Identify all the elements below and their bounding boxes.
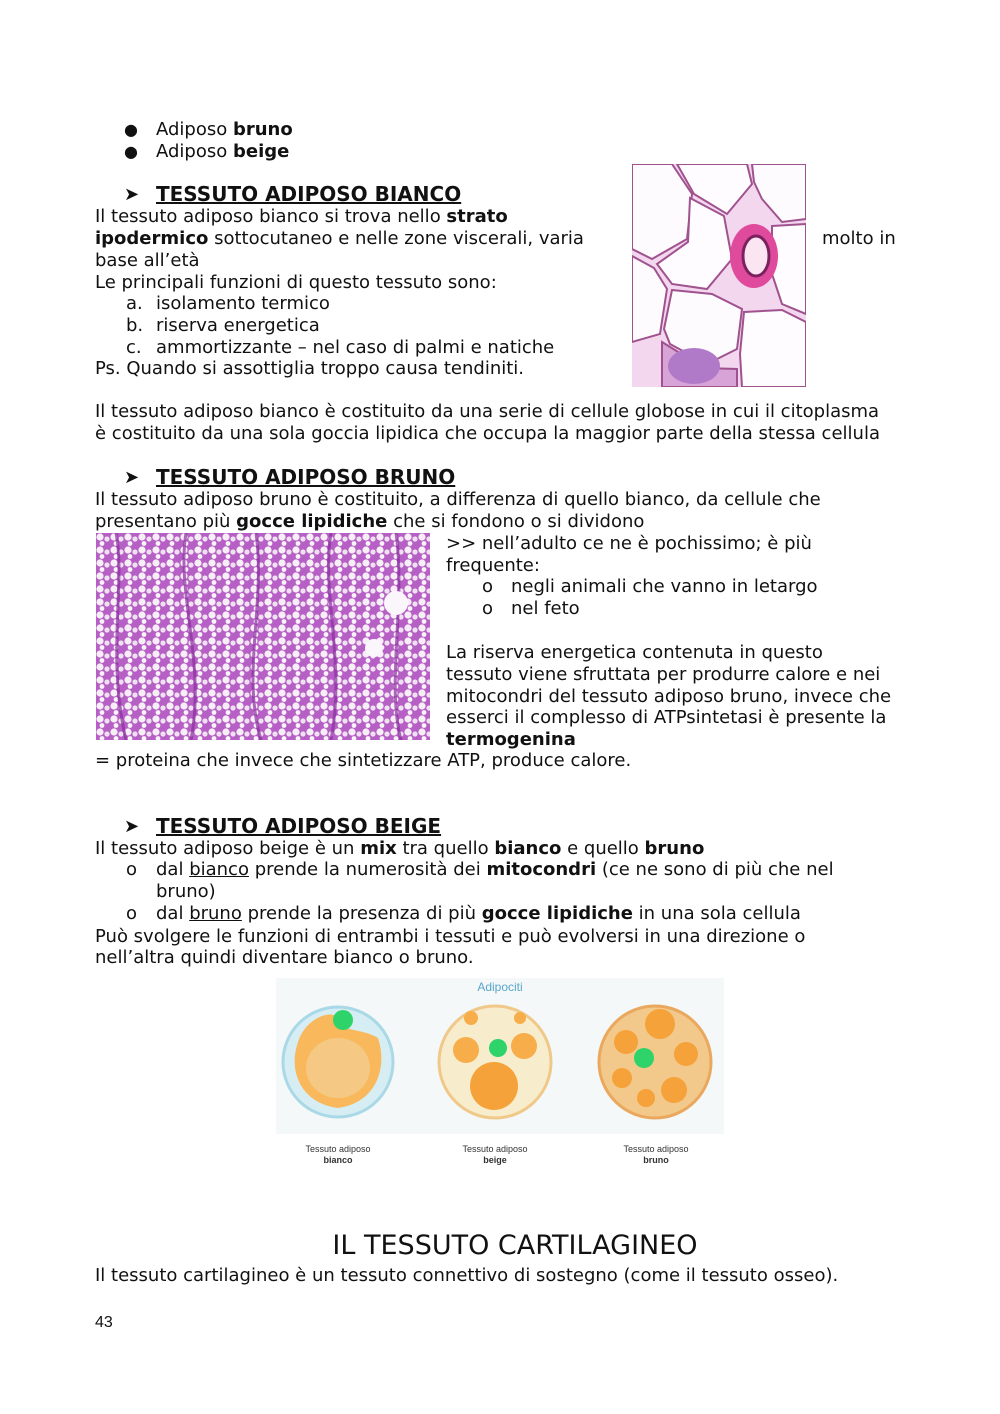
page-number: 43 [95,1314,113,1331]
bruno-right-line: tessuto viene sfruttata per produrre calore e nei [446,664,881,685]
bianco-line: Il tessuto adiposo bianco si trova nello strato [95,206,508,227]
bianco-paragraph: Il tessuto adiposo bianco è costituito da una serie di cellule globose in cui il citoplasma [95,401,880,422]
list-item: isolamento termico [156,293,330,314]
adipocytes-illustration [276,978,724,1134]
list-item: riserva energetica [156,315,320,336]
sub-marker: o [482,576,494,597]
termogenina-term: termogenina [446,729,576,750]
arrow-bullet-icon: ➤ [124,467,140,488]
bullet-icon: ● [124,120,138,139]
heading-bianco: TESSUTO ADIPOSO BIANCO [156,182,462,206]
sub-marker: o [126,903,138,924]
list-item: negli animali che vanno in letargo [511,576,818,597]
beige-item: dal bruno prende la presenza di più gocce lipidiche in una sola cellula [156,903,801,924]
heading-bruno: TESSUTO ADIPOSO BRUNO [156,465,456,489]
intro-item-bruno: Adiposo bruno [156,119,293,140]
bruno-right-line: mitocondri del tessuto adiposo bruno, invece che [446,686,892,707]
list-item: ammortizzante – nel caso di palmi e natiche [156,337,555,358]
caption-bianco: Tessuto adiposo bianco [305,1144,371,1165]
figure-title: Adipociti [477,980,523,994]
bruno-line: presentano più gocce lipidiche che si fondono o si dividono [95,511,645,532]
caption-bruno: Tessuto adiposo bruno [623,1144,689,1165]
bianco-line-end: molto in [822,228,896,249]
bruno-right-line: >> nell’adulto ce ne è pochissimo; è più [446,533,812,554]
sub-marker: o [482,598,494,619]
bianco-line: ipodermico sottocutaneo e nelle zone viscerali, varia [95,228,584,249]
bruno-line: Il tessuto adiposo bruno è costituito, a differenza di quello bianco, da cellule che [95,489,821,510]
list-item: nel feto [511,598,580,619]
bianco-line: Le principali funzioni di questo tessuto sono: [95,272,497,293]
adipociti-figure [276,978,724,1134]
beige-item: dal bianco prende la numerosità dei mitocondri (ce ne sono di più che nel [156,859,834,880]
arrow-bullet-icon: ➤ [124,184,140,205]
beige-line: Può svolgere le funzioni di entrambi i tessuti e può evolversi in una direzione o [95,926,806,947]
bianco-line: base all’età [95,250,200,271]
brown-adipose-micrograph [96,533,430,740]
bianco-paragraph: è costituito da una sola goccia lipidica che occupa la maggior parte della stessa cellula [95,423,880,444]
intro-item-beige: Adiposo beige [156,141,290,162]
arrow-bullet-icon: ➤ [124,816,140,837]
bruno-right-line: La riserva energetica contenuta in questo [446,642,823,663]
cartilagineo-text: Il tessuto cartilagineo è un tessuto connettivo di sostegno (come il tessuto osseo). [95,1265,839,1286]
bullet-icon: ● [124,142,138,161]
list-marker: a. [126,293,143,314]
white-adipose-micrograph [632,164,806,387]
heading-beige: TESSUTO ADIPOSO BEIGE [156,814,442,838]
beige-line: Il tessuto adiposo beige è un mix tra quello bianco e quello bruno [95,838,705,859]
bruno-right-line: frequente: [446,555,540,576]
bruno-line: = proteina che invece che sintetizzare ATP, produce calore. [95,750,632,771]
bianco-ps: Ps. Quando si assottiglia troppo causa tendiniti. [95,358,525,379]
beige-item-cont: bruno) [156,881,216,902]
beige-line: nell’altra quindi diventare bianco o bruno. [95,947,474,968]
list-marker: c. [126,337,142,358]
sub-marker: o [126,859,138,880]
section-title-cartilagineo: IL TESSUTO CARTILAGINEO [332,1230,698,1261]
caption-beige: Tessuto adiposo beige [462,1144,528,1165]
bruno-right-line: esserci il complesso di ATPsintetasi è presente la [446,707,887,728]
list-marker: b. [126,315,144,336]
